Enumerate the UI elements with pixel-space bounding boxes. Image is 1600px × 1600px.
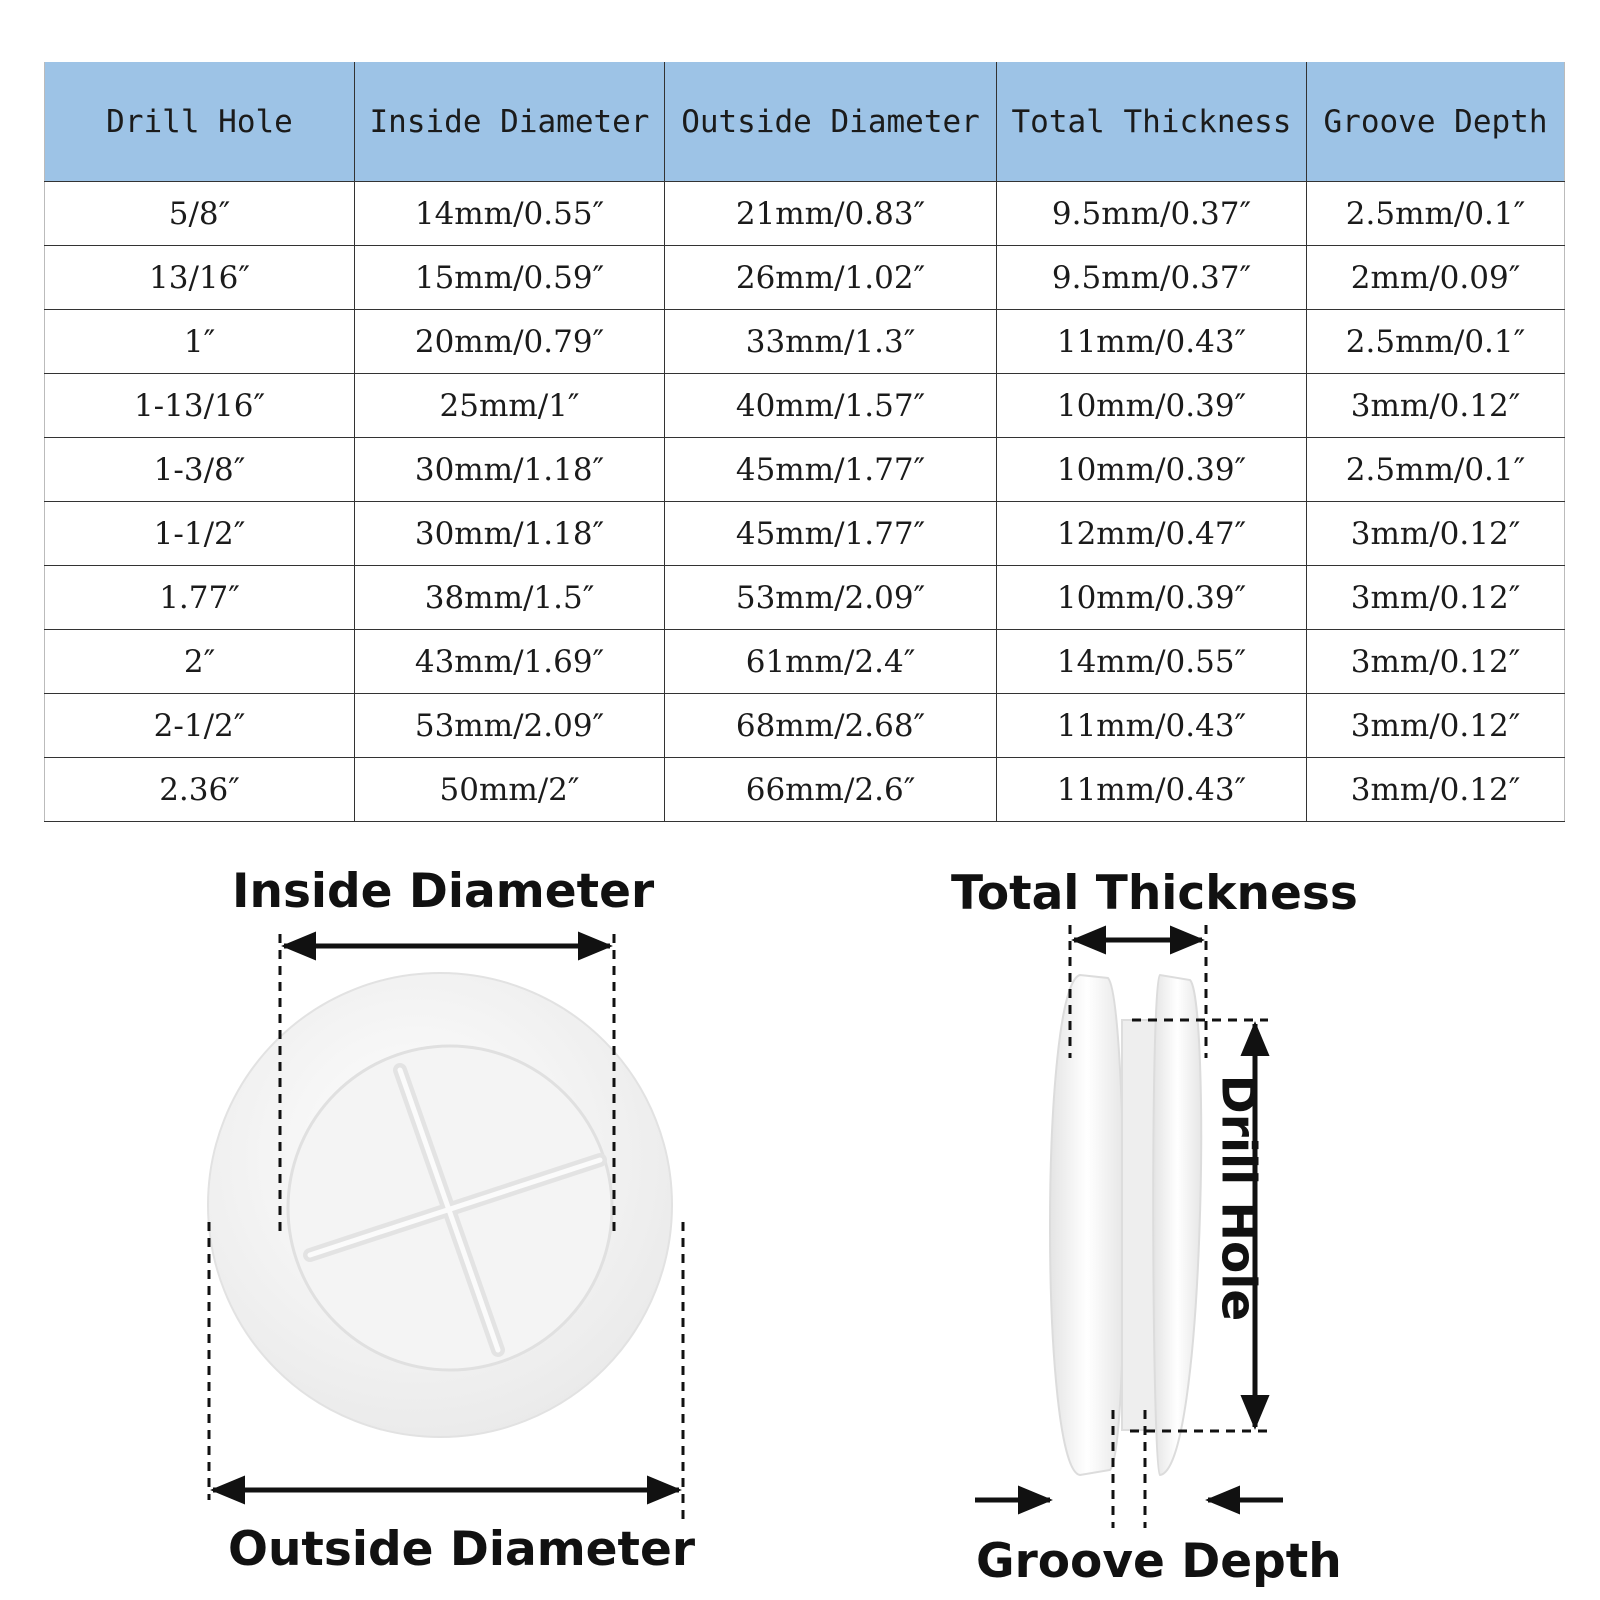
cell-drill-hole: 1.77″ (45, 566, 355, 630)
cell-total-thickness: 11mm/0.43″ (997, 310, 1307, 374)
cell-groove-depth: 3mm/0.12″ (1307, 502, 1565, 566)
cell-outside-diameter: 61mm/2.4″ (665, 630, 997, 694)
cell-outside-diameter: 45mm/1.77″ (665, 438, 997, 502)
cell-total-thickness: 10mm/0.39″ (997, 566, 1307, 630)
cell-groove-depth: 3mm/0.12″ (1307, 694, 1565, 758)
cell-drill-hole: 1-3/8″ (45, 438, 355, 502)
cell-inside-diameter: 30mm/1.18″ (355, 502, 665, 566)
cell-outside-diameter: 33mm/1.3″ (665, 310, 997, 374)
total-thickness-label: Total Thickness (951, 866, 1358, 921)
cell-groove-depth: 3mm/0.12″ (1307, 566, 1565, 630)
cell-drill-hole: 5/8″ (45, 182, 355, 246)
cell-outside-diameter: 66mm/2.6″ (665, 758, 997, 822)
cell-outside-diameter: 45mm/1.77″ (665, 502, 997, 566)
cell-outside-diameter: 40mm/1.57″ (665, 374, 997, 438)
cell-drill-hole: 2.36″ (45, 758, 355, 822)
cell-groove-depth: 2.5mm/0.1″ (1307, 438, 1565, 502)
cell-outside-diameter: 26mm/1.02″ (665, 246, 997, 310)
cell-total-thickness: 9.5mm/0.37″ (997, 246, 1307, 310)
cell-groove-depth: 3mm/0.12″ (1307, 374, 1565, 438)
cell-drill-hole: 1″ (45, 310, 355, 374)
header-groove-depth: Groove Depth (1307, 62, 1565, 182)
cell-total-thickness: 9.5mm/0.37″ (997, 182, 1307, 246)
cell-outside-diameter: 68mm/2.68″ (665, 694, 997, 758)
cell-groove-depth: 2mm/0.09″ (1307, 246, 1565, 310)
cell-groove-depth: 3mm/0.12″ (1307, 758, 1565, 822)
cell-total-thickness: 14mm/0.55″ (997, 630, 1307, 694)
cell-total-thickness: 10mm/0.39″ (997, 374, 1307, 438)
left-flange (1050, 975, 1124, 1475)
grommet-side-view (1050, 975, 1201, 1475)
cell-total-thickness: 12mm/0.47″ (997, 502, 1307, 566)
cell-inside-diameter: 25mm/1″ (355, 374, 665, 438)
cell-inside-diameter: 15mm/0.59″ (355, 246, 665, 310)
cell-drill-hole: 1-1/2″ (45, 502, 355, 566)
cell-inside-diameter: 30mm/1.18″ (355, 438, 665, 502)
cell-total-thickness: 11mm/0.43″ (997, 694, 1307, 758)
cell-groove-depth: 2.5mm/0.1″ (1307, 310, 1565, 374)
cell-outside-diameter: 53mm/2.09″ (665, 566, 997, 630)
header-inside-diameter: Inside Diameter (355, 62, 665, 182)
cell-total-thickness: 10mm/0.39″ (997, 438, 1307, 502)
groove-depth-label: Groove Depth (976, 1534, 1342, 1589)
cell-drill-hole: 2-1/2″ (45, 694, 355, 758)
inside-diameter-label: Inside Diameter (232, 864, 655, 919)
cell-drill-hole: 1-13/16″ (45, 374, 355, 438)
outside-diameter-label: Outside Diameter (228, 1522, 696, 1577)
drill-hole-label: Drill Hole (1210, 1074, 1266, 1322)
cell-inside-diameter: 43mm/1.69″ (355, 630, 665, 694)
cell-inside-diameter: 14mm/0.55″ (355, 182, 665, 246)
cell-inside-diameter: 50mm/2″ (355, 758, 665, 822)
header-total-thickness: Total Thickness (997, 62, 1307, 182)
cell-drill-hole: 2″ (45, 630, 355, 694)
cell-groove-depth: 3mm/0.12″ (1307, 630, 1565, 694)
cell-total-thickness: 11mm/0.43″ (997, 758, 1307, 822)
cell-inside-diameter: 38mm/1.5″ (355, 566, 665, 630)
header-outside-diameter: Outside Diameter (665, 62, 997, 182)
cell-outside-diameter: 21mm/0.83″ (665, 182, 997, 246)
right-flange (1153, 975, 1201, 1475)
cell-inside-diameter: 20mm/0.79″ (355, 310, 665, 374)
cell-groove-depth: 2.5mm/0.1″ (1307, 182, 1565, 246)
grommet-front-view (208, 973, 672, 1437)
header-drill-hole: Drill Hole (45, 62, 355, 182)
cell-drill-hole: 13/16″ (45, 246, 355, 310)
cell-inside-diameter: 53mm/2.09″ (355, 694, 665, 758)
